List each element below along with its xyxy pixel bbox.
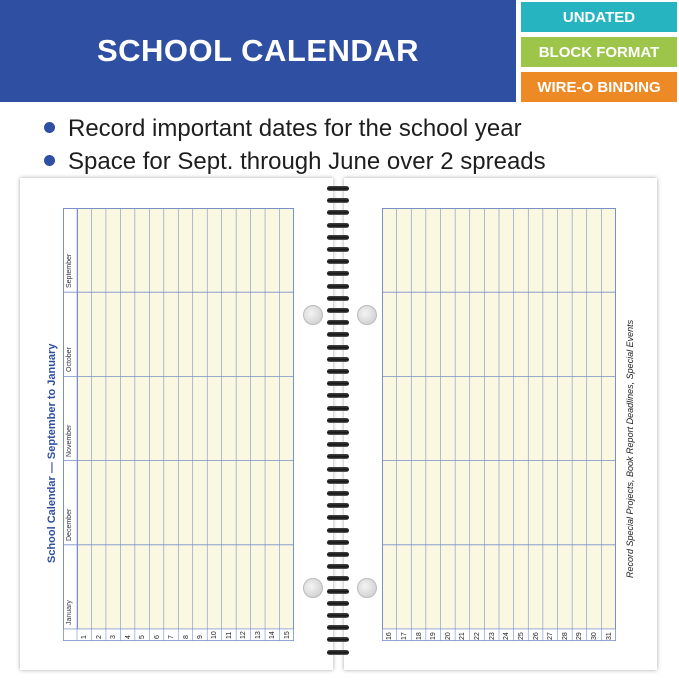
day-number: 15 — [283, 631, 291, 639]
left-page — [20, 178, 333, 670]
day-number: 8 — [182, 635, 190, 639]
wire-coil — [327, 186, 349, 191]
wire-coil — [327, 369, 349, 374]
wire-coil — [327, 479, 349, 484]
day-number: 29 — [576, 632, 584, 640]
day-number: 5 — [139, 635, 147, 639]
wire-coil — [327, 406, 349, 411]
right-calendar-grid — [382, 208, 616, 641]
wire-coil — [327, 442, 349, 447]
day-number: 31 — [605, 632, 613, 640]
month-label: November — [66, 424, 73, 457]
day-number: 30 — [591, 632, 599, 640]
wire-coil — [327, 454, 349, 459]
month-label: January — [66, 600, 73, 625]
left-page-title: School Calendar — September to January — [46, 343, 58, 563]
wire-coil — [327, 210, 349, 215]
punch-hole — [303, 305, 323, 325]
wire-coil — [327, 418, 349, 423]
wire-coil — [327, 613, 349, 618]
header-banner — [0, 0, 516, 102]
day-number: 9 — [196, 635, 204, 639]
right-page — [344, 178, 657, 670]
day-number: 2 — [95, 635, 103, 639]
day-number: 19 — [430, 632, 438, 640]
feature-item: Space for Sept. through June over 2 spreads — [44, 145, 546, 178]
wire-coil — [327, 430, 349, 435]
day-number: 16 — [386, 632, 394, 640]
day-number: 13 — [254, 631, 262, 639]
day-number: 26 — [532, 632, 540, 640]
wire-coil — [327, 308, 349, 313]
feature-list — [44, 112, 546, 178]
day-number: 20 — [444, 632, 452, 640]
day-number: 27 — [547, 632, 555, 640]
punch-hole — [303, 578, 323, 598]
tag-undated: UNDATED — [521, 2, 677, 32]
day-number: 21 — [459, 632, 467, 640]
wire-coil — [327, 491, 349, 496]
bullet-dot-icon — [44, 155, 55, 166]
wire-coil — [327, 552, 349, 557]
wire-coil — [327, 637, 349, 642]
day-number: 11 — [225, 631, 233, 639]
wire-coil — [327, 589, 349, 594]
left-calendar-grid — [63, 208, 294, 641]
month-label: September — [66, 253, 73, 289]
wire-coil — [327, 540, 349, 545]
tag-wire-o-binding: WIRE-O BINDING — [521, 72, 677, 102]
day-number: 22 — [474, 632, 482, 640]
bullet-dot-icon — [44, 122, 55, 133]
wire-coil — [327, 223, 349, 228]
wire-coil — [327, 467, 349, 472]
wire-coil — [327, 332, 349, 337]
wire-coil — [327, 247, 349, 252]
wire-coil — [327, 198, 349, 203]
right-page-note: Record Special Projects, Book Report Deadlines, Special Events — [625, 319, 635, 578]
day-number: 17 — [400, 632, 408, 640]
day-number: 1 — [81, 635, 89, 639]
wire-coil — [327, 650, 349, 655]
wire-coil — [327, 393, 349, 398]
day-number: 23 — [488, 632, 496, 640]
wire-coil — [327, 601, 349, 606]
day-number: 4 — [124, 635, 132, 639]
day-number: 14 — [269, 631, 277, 639]
day-number: 25 — [517, 632, 525, 640]
wire-coil — [327, 515, 349, 520]
punch-hole — [357, 578, 377, 598]
wire-coil — [327, 320, 349, 325]
wire-coil — [327, 503, 349, 508]
day-number: 3 — [110, 635, 118, 639]
day-number: 28 — [561, 632, 569, 640]
wire-coil — [327, 357, 349, 362]
banner-title: SCHOOL CALENDAR — [96, 33, 420, 68]
day-number: 24 — [503, 632, 511, 640]
punch-hole — [357, 305, 377, 325]
tag-block-format: BLOCK FORMAT — [521, 37, 677, 67]
month-label: December — [66, 508, 73, 541]
month-label: October — [66, 347, 73, 373]
wire-coil — [327, 271, 349, 276]
day-number: 6 — [153, 635, 161, 639]
wire-coil — [327, 345, 349, 350]
wire-coil — [327, 381, 349, 386]
day-number: 7 — [168, 635, 176, 639]
day-number: 18 — [415, 632, 423, 640]
wire-coil — [327, 296, 349, 301]
wire-coil — [327, 235, 349, 240]
wire-coil — [327, 564, 349, 569]
wire-coil — [327, 259, 349, 264]
day-number: 10 — [211, 631, 219, 639]
feature-item: Record important dates for the school year — [44, 112, 546, 145]
wire-coil — [327, 284, 349, 289]
wire-coil — [327, 528, 349, 533]
wire-coil — [327, 576, 349, 581]
wire-coil — [327, 625, 349, 630]
day-number: 12 — [240, 631, 248, 639]
